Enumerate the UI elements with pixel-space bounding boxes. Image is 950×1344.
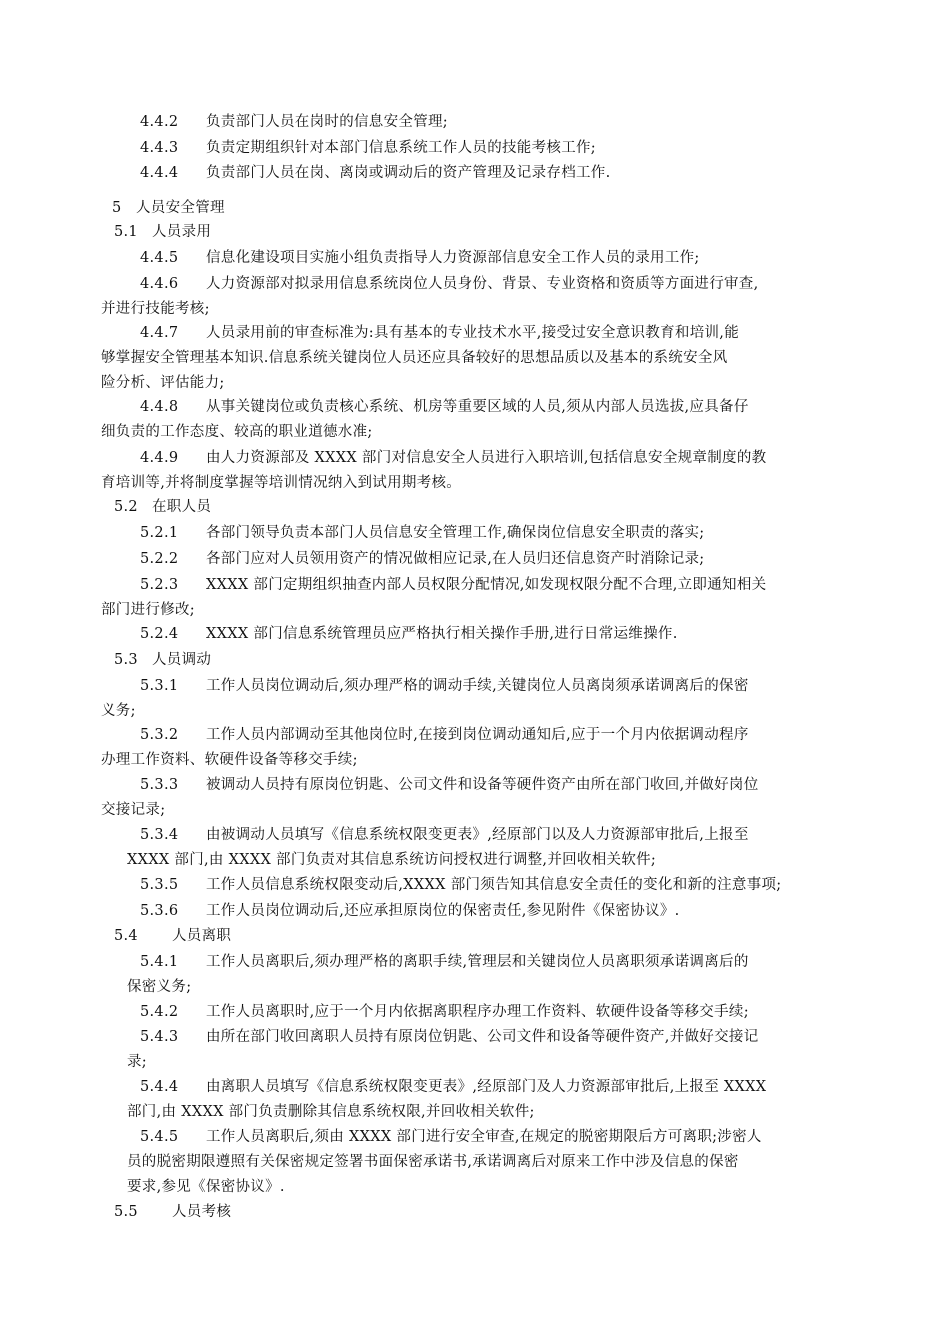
section-number: 4.4.6 (140, 276, 179, 292)
section-text: 人力资源部对拟录用信息系统岗位人员身份、背景、专业资格和资质等方面进行审查, (206, 276, 759, 292)
section-text: XXXX 部门定期组织抽查内部人员权限分配情况,如发现权限分配不合理,立即通知相关 (206, 577, 767, 593)
section-text: 人员安全管理 (136, 200, 225, 216)
section-text: 由人力资源部及 XXXX 部门对信息安全人员进行入职培训,包括信息安全规章制度的教 (206, 450, 767, 466)
section-number: 5.3.6 (140, 903, 179, 919)
section-number: 4.4.3 (140, 140, 179, 156)
section-number: 5.2.3 (140, 577, 179, 593)
section-number: 4.4.5 (140, 250, 179, 266)
section-text: 保密义务; (127, 979, 192, 995)
section-number: 4.4.4 (140, 165, 179, 181)
section-text: 工作人员岗位调动后,须办理严格的调动手续,关键岗位人员离岗须承诺调离后的保密 (206, 678, 749, 694)
section-number: 5.2.2 (140, 551, 179, 567)
section-text: 险分析、评估能力; (101, 375, 225, 391)
section-number: 4.4.2 (140, 114, 179, 130)
section-number: 5.4.3 (140, 1029, 179, 1045)
section-text: 育培训等,并将制度掌握等培训情况纳入到试用期考核。 (101, 475, 462, 491)
section-text: 要求,参见《保密协议》. (127, 1179, 285, 1195)
section-number: 5.4.5 (140, 1129, 179, 1145)
section-text: 细负责的工作态度、较高的职业道德水准; (101, 424, 373, 440)
section-text: 工作人员岗位调动后,还应承担原岗位的保密责任,参见附件《保密协议》. (206, 903, 680, 919)
section-number: 5 (112, 200, 122, 216)
section-text: 各部门应对人员领用资产的情况做相应记录,在人员归还信息资产时消除记录; (206, 551, 705, 567)
section-text: 录; (127, 1054, 147, 1070)
section-number: 5.2.4 (140, 626, 179, 642)
section-text: 负责部门人员在岗、离岗或调动后的资产管理及记录存档工作. (206, 165, 611, 181)
section-text: 人员离职 (172, 928, 232, 944)
section-text: 工作人员离职时,应于一个月内依据离职程序办理工作资料、软硬件设备等移交手续; (206, 1004, 749, 1020)
section-text: 人员调动 (152, 652, 212, 668)
section-text: 人员录用 (152, 224, 212, 240)
section-number: 5.3 (114, 652, 138, 668)
section-text: 在职人员 (152, 499, 212, 515)
section-text: 并进行技能考核; (101, 301, 210, 317)
section-text: 部门进行修改; (101, 602, 195, 618)
section-text: 被调动人员持有原岗位钥匙、公司文件和设备等硬件资产由所在部门收回,并做好岗位 (206, 777, 759, 793)
section-text: 人员考核 (172, 1204, 232, 1220)
section-number: 5.3.1 (140, 678, 179, 694)
section-number: 5.4.2 (140, 1004, 179, 1020)
section-text: 办理工作资料、软硬件设备等移交手续; (101, 752, 358, 768)
section-text: 各部门领导负责本部门人员信息安全管理工作,确保岗位信息安全职责的落实; (206, 525, 705, 541)
section-text: XXXX 部门,由 XXXX 部门负责对其信息系统访问授权进行调整,并回收相关软件; (127, 852, 657, 868)
section-text: 从事关键岗位或负责核心系统、机房等重要区域的人员,须从内部人员选拔,应具备仔 (206, 399, 749, 415)
section-text: 信息化建设项目实施小组负责指导人力资源部信息安全工作人员的录用工作; (206, 250, 700, 266)
section-number: 5.4.1 (140, 954, 179, 970)
section-text: 由离职人员填写《信息系统权限变更表》,经原部门及人力资源部审批后,上报至 XXXX (206, 1079, 767, 1095)
section-text: 由被调动人员填写《信息系统权限变更表》,经原部门以及人力资源部审批后,上报至 (206, 827, 749, 843)
section-text: 交接记录; (101, 802, 166, 818)
section-text: 负责部门人员在岗时的信息安全管理; (206, 114, 448, 130)
section-text: 负责定期组织针对本部门信息系统工作人员的技能考核工作; (206, 140, 596, 156)
section-text: 人员录用前的审查标准为:具有基本的专业技术水平,接受过安全意识教育和培训,能 (206, 325, 739, 341)
section-number: 5.2.1 (140, 525, 179, 541)
section-number: 4.4.8 (140, 399, 179, 415)
section-text: 部门,由 XXXX 部门负责删除其信息系统权限,并回收相关软件; (127, 1104, 535, 1120)
section-number: 5.1 (114, 224, 138, 240)
section-number: 4.4.7 (140, 325, 179, 341)
section-text: 由所在部门收回离职人员持有原岗位钥匙、公司文件和设备等硬件资产,并做好交接记 (206, 1029, 759, 1045)
section-number: 4.4.9 (140, 450, 179, 466)
section-text: 够掌握安全管理基本知识.信息系统关键岗位人员还应具备较好的思想品质以及基本的系统安全风 (101, 350, 728, 366)
section-number: 5.2 (114, 499, 138, 515)
section-text: 员的脱密期限遵照有关保密规定签署书面保密承诺书,承诺调离后对原来工作中涉及信息的保密 (127, 1154, 739, 1170)
section-number: 5.3.2 (140, 727, 179, 743)
section-text: 工作人员离职后,须由 XXXX 部门进行安全审查,在规定的脱密期限后方可离职;涉密人 (206, 1129, 762, 1145)
section-text: 工作人员内部调动至其他岗位时,在接到岗位调动通知后,应于一个月内依据调动程序 (206, 727, 749, 743)
section-text: XXXX 部门信息系统管理员应严格执行相关操作手册,进行日常运维操作. (206, 626, 678, 642)
section-number: 5.3.4 (140, 827, 179, 843)
section-number: 5.4 (114, 928, 138, 944)
section-number: 5.3.3 (140, 777, 179, 793)
section-text: 工作人员信息系统权限变动后,XXXX 部门须告知其信息安全责任的变化和新的注意事项; (206, 877, 782, 893)
section-number: 5.5 (114, 1204, 138, 1220)
section-text: 义务; (101, 703, 136, 719)
section-text: 工作人员离职后,须办理严格的离职手续,管理层和关键岗位人员离职须承诺调离后的 (206, 954, 749, 970)
section-number: 5.3.5 (140, 877, 179, 893)
section-number: 5.4.4 (140, 1079, 179, 1095)
